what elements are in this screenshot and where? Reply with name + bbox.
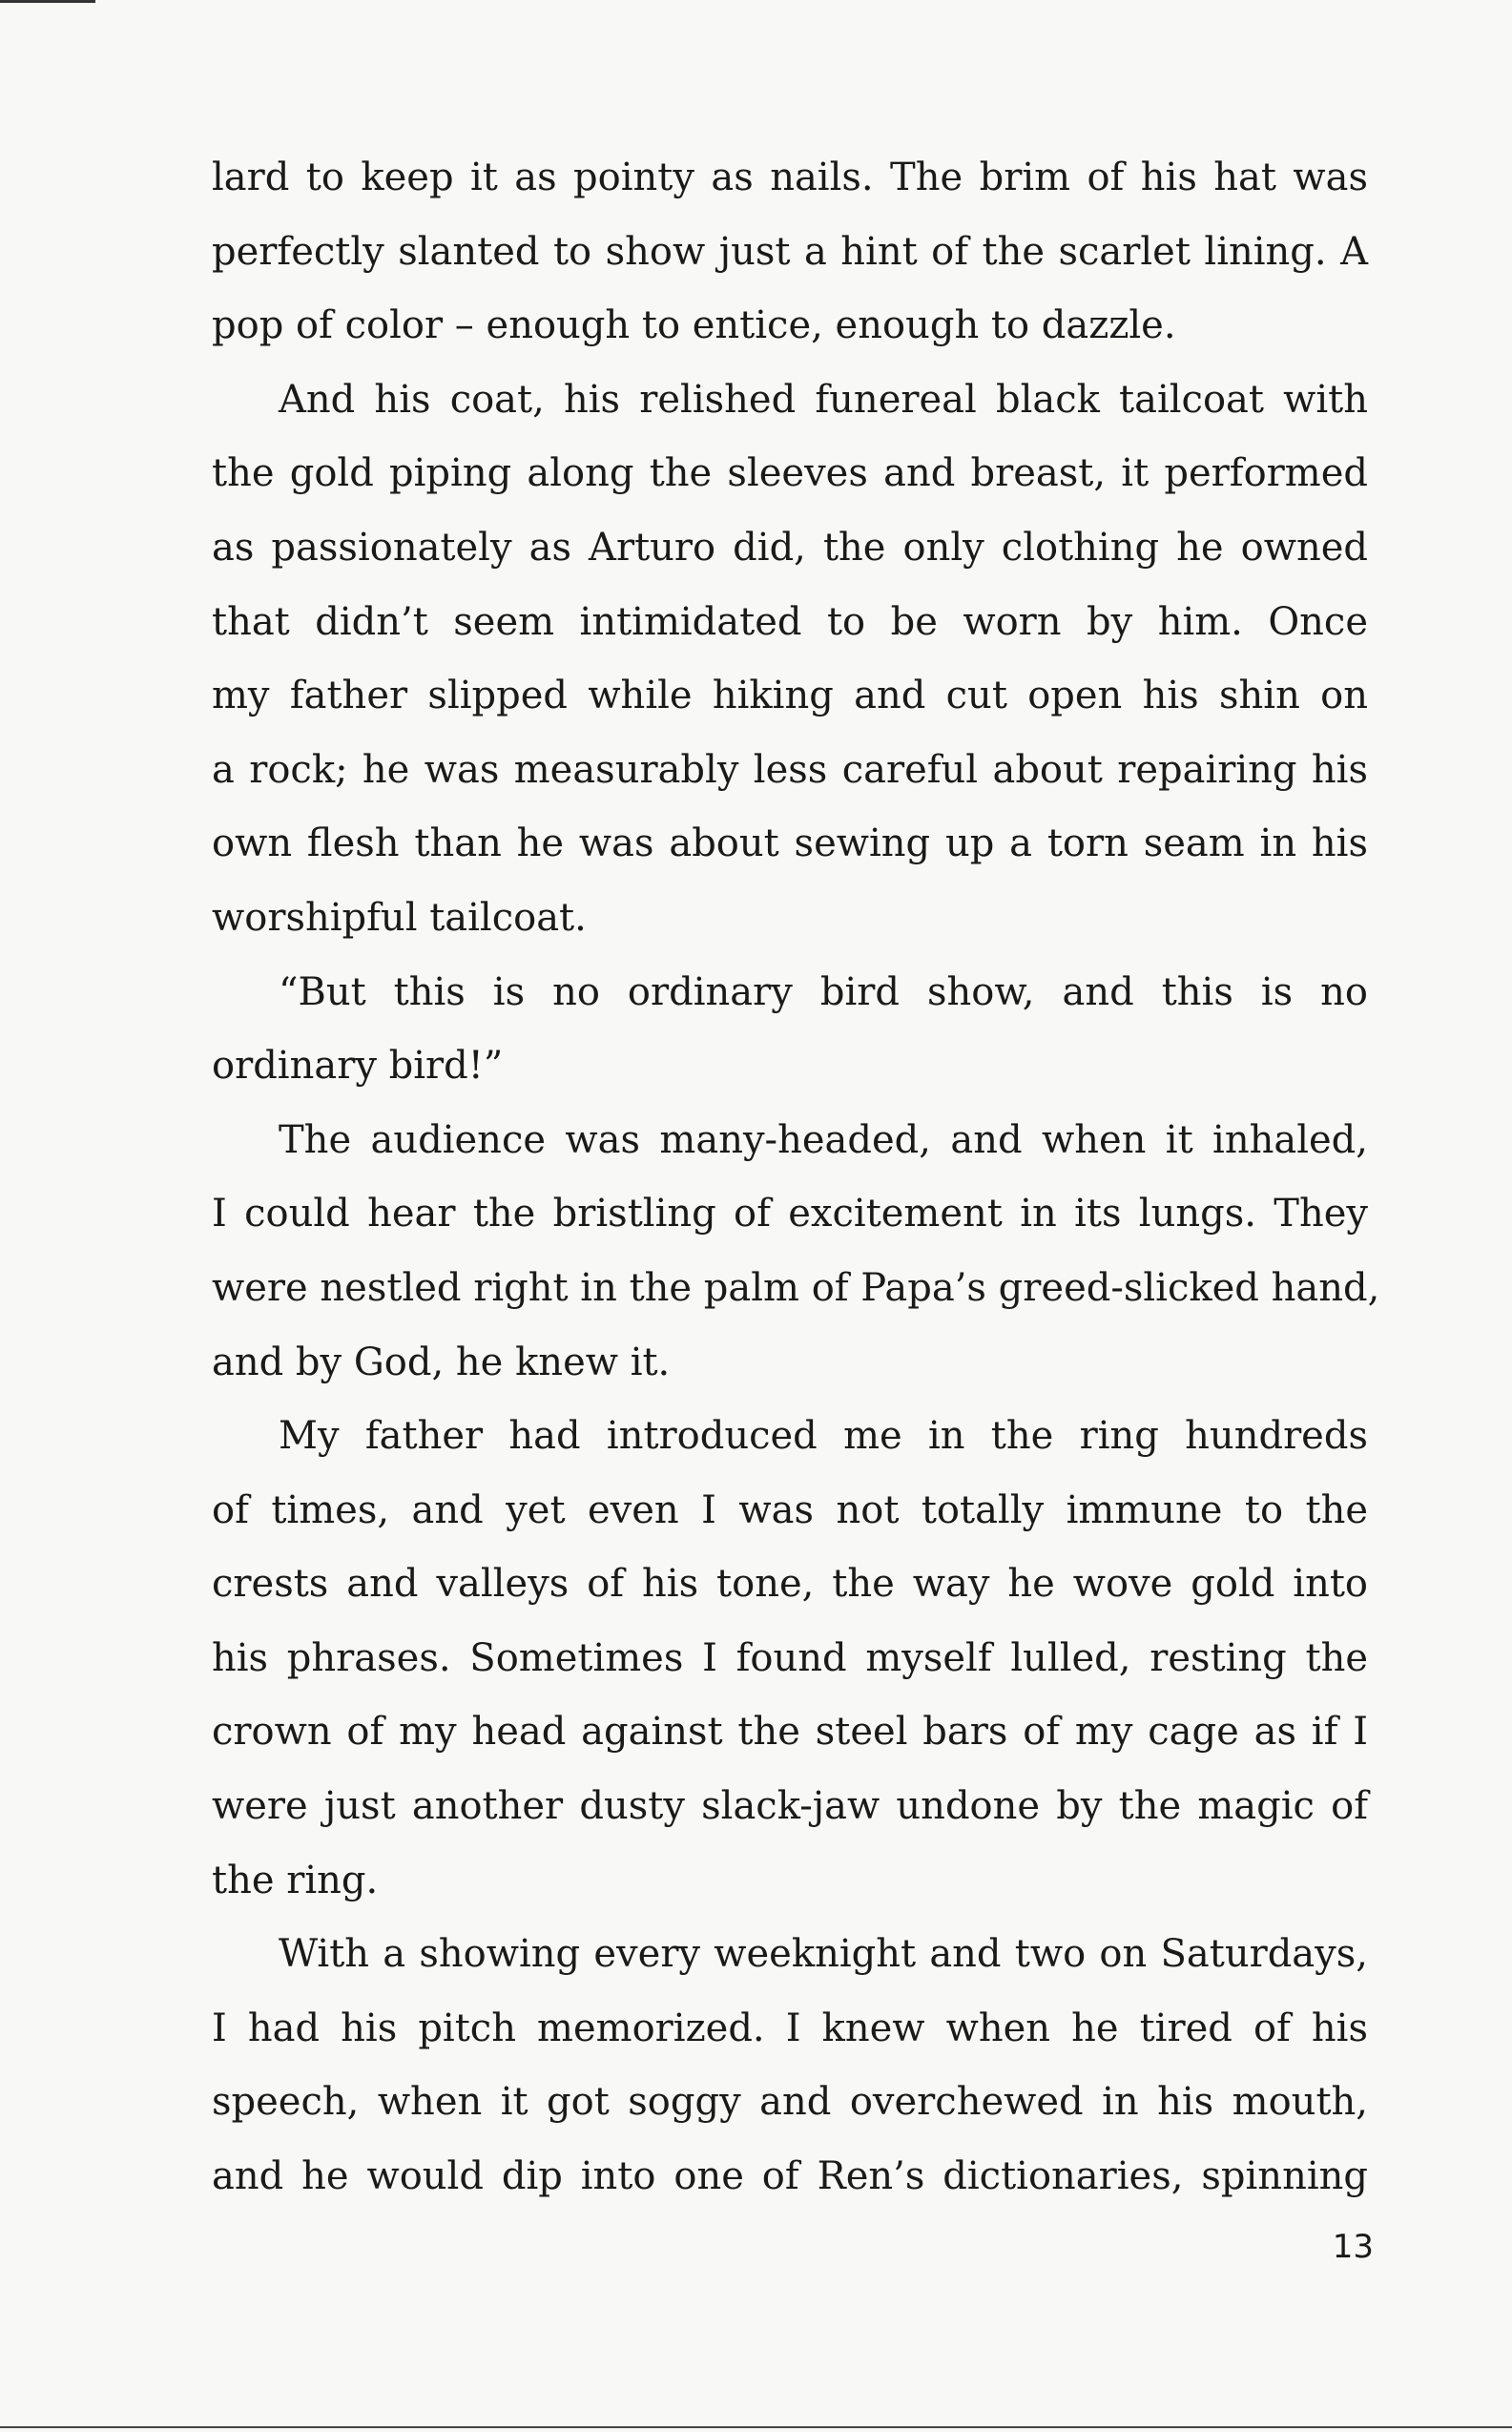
text-line: of times, and yet even I was not totally immune to the [212, 1487, 1368, 1532]
paragraph-3 [212, 956, 1368, 1104]
paragraph-6 [212, 1918, 1368, 2214]
text-line: speech, when it got soggy and overchewed in his mouth, [212, 2080, 1368, 2125]
text-line: My father had introduced me in the ring hundreds [279, 1414, 1368, 1459]
text-line: the gold piping along the sleeves and breast, it performed [212, 451, 1368, 496]
text-line: own flesh than he was about sewing up a torn seam in his [212, 821, 1368, 866]
paragraph-4 [212, 1104, 1380, 1400]
text-line: and by God, he knew it. [212, 1340, 671, 1384]
body-text [212, 141, 1380, 2214]
text-line: my father slipped while hiking and cut open his shin on [212, 674, 1368, 718]
text-line: were nestled right in the palm of Papa’s greed-slicked hand, [212, 1265, 1380, 1310]
top-edge-rule [0, 0, 95, 3]
text-line: ordinary bird!” [212, 1044, 504, 1089]
text-line: “But this is no ordinary bird show, and this is no [279, 969, 1368, 1014]
text-line: pop of color – enough to entice, enough to dazzle. [212, 303, 1176, 348]
text-line: a rock; he was measurably less careful about repairing his [212, 747, 1368, 792]
text-line: worshipful tailcoat. [212, 895, 587, 940]
paragraph-5 [212, 1400, 1368, 1918]
text-line: as passionately as Arturo did, the only clothing he owned [212, 525, 1368, 570]
text-line: the ring. [212, 1858, 379, 1902]
text-line: and he would dip into one of Ren’s dictionaries, spinning [212, 2154, 1368, 2199]
text-line: were just another dusty slack-jaw undone by the magic of [212, 1784, 1368, 1829]
text-line: And his coat, his relished funereal black tailcoat with [279, 377, 1368, 422]
text-line: lard to keep it as pointy as nails. The brim of his hat was [212, 156, 1368, 199]
text-line: The audience was many-headed, and when it inhaled, [279, 1117, 1368, 1162]
text-line: his phrases. Sometimes I found myself lulled, resting the [212, 1635, 1368, 1680]
text-line: perfectly slanted to show just a hint of the scarlet lining. A [212, 229, 1368, 274]
page-number: 13 [1332, 2228, 1374, 2266]
text-line: crests and valleys of his tone, the way he wove gold into [212, 1562, 1368, 1607]
text-line: With a showing every weeknight and two on Saturdays, [279, 1932, 1368, 1977]
text-line: I had his pitch memorized. I knew when he tired of his [212, 2006, 1368, 2050]
text-line: crown of my head against the steel bars of my cage as if I [212, 1710, 1368, 1755]
paragraph-2 [212, 364, 1368, 956]
paragraph-1 [212, 141, 1368, 364]
text-line: that didn’t seem intimidated to be worn by him. Once [212, 599, 1368, 644]
text-line: I could hear the bristling of excitement in its lungs. They [212, 1192, 1368, 1237]
bottom-edge-rule [0, 2426, 1512, 2428]
